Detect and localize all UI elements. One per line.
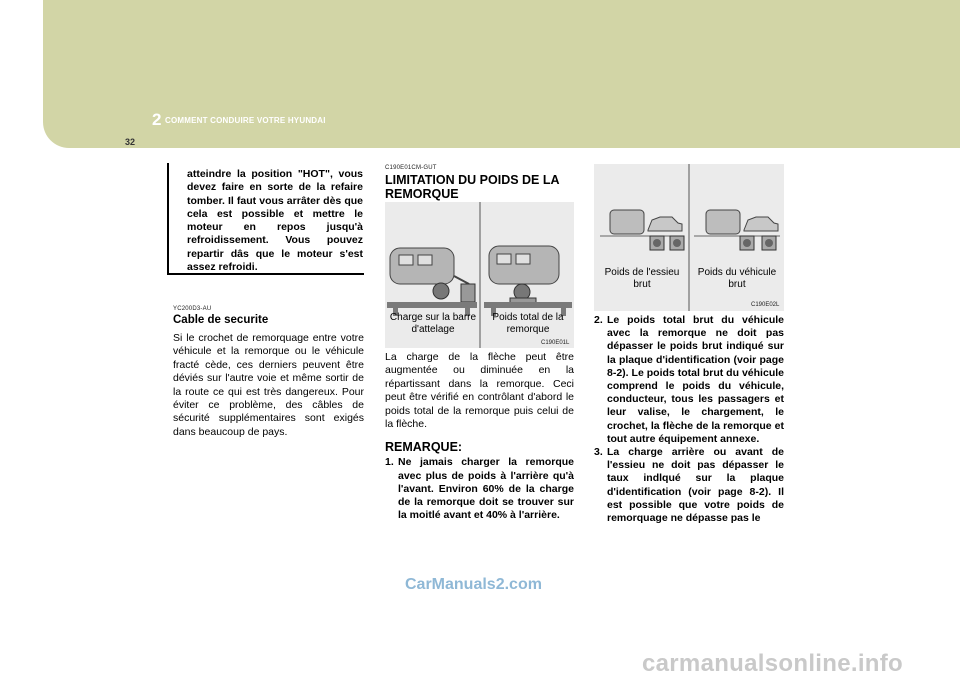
remark-item-3-text: La charge arrière ou avant de l'essieu ne doit pas dépasser le taux indlqué sur la plaque d'identification (voir page 8-2). Il est possible que votre poids de remorquage ne dépasse pas le: [607, 446, 784, 525]
figure-label-vehicle-weight: Poids du véhicule brut: [697, 267, 777, 290]
remark-item-2: [594, 314, 784, 446]
limit-section-heading: LIMITATION DU POIDS DE LA REMORQUE: [385, 173, 560, 201]
right-section-content: [594, 314, 784, 525]
remark-item-1: [385, 456, 574, 522]
cable-section: [173, 306, 364, 439]
figure-label-tongue-load: Charge sur la barre d'attelage: [389, 312, 477, 335]
cable-section-code: YC200D3-AU: [173, 306, 212, 312]
limit-section-content: [385, 346, 574, 522]
chapter-title: COMMENT CONDUIRE VOTRE HYUNDAI: [165, 116, 326, 125]
remark-item-3: [594, 446, 784, 525]
limit-section-code: C190E01CM-GUT: [385, 165, 437, 171]
figure-label-trailer-weight: Poids total de la remorque: [492, 312, 564, 335]
cable-section-heading: Cable de securite: [173, 314, 269, 326]
watermark-footer: carmanualsonline.info: [642, 650, 904, 677]
cable-section-body: Si le crochet de remorquage entre votre véhicule et la remorque ou le véhicule fracté cède, ces derniers peuvent être déviés sur l'autre voie et même sortir de la route ce qui est très dangereux. Pour éviter ce problème, des câbles de sécurité supplémentaires sont exigés dans beaucoup de pays.: [173, 332, 364, 438]
figure-code: C190E01L: [541, 340, 570, 346]
limit-section-body: La charge de la flèche peut être augmentée ou diminuée en la répartissant dans la remorque. Ceci peut être vérifié en contrôlant d'abord le poids total de la remorque puis celui de la flèche.: [385, 351, 574, 431]
remark-item-2-number: 2.: [594, 314, 603, 326]
note-box-text: atteindre la position "HOT", vous devez faire en sorte de la refaire tomber. Il faut vous arrâter dès que cela est possible et mettre le moteur en repos jusqu'à refroidissement. Vous pouvez repartir dâs que le moteur s'est assez refroidi.: [187, 168, 363, 274]
remark-item-1-text: Ne jamais charger la remorque avec plus de poids à l'arrière qu'à l'avant. Environ 60% de la charge de la remorque doit se trouver sur la moitlé avant et 40% à l'arrière.: [398, 456, 574, 522]
trailer-weight-figure: [385, 202, 574, 348]
watermark-carmanuals: CarManuals2.com: [405, 576, 542, 593]
page-number: 32: [125, 137, 136, 147]
header-band: [43, 0, 960, 148]
remark-item-1-number: 1.: [385, 456, 394, 469]
figure-label-axle-weight: Poids de l'essieu brut: [604, 267, 680, 290]
limit-section-header: [385, 165, 574, 201]
remark-item-3-number: 3.: [594, 446, 603, 459]
vehicle-weight-figure: [594, 164, 784, 311]
figure-code-2: C190E02L: [751, 302, 780, 308]
remark-heading: REMARQUE:: [385, 440, 463, 455]
chapter-number: 2: [152, 110, 162, 129]
remark-item-2-text: Le poids total brut du véhicule avec la remorque ne doit pas dépasser le poids brut indiqué sur la plaque d'identification (voir page 8-2). Le poids total brut du véhicule comprend le poids du véhicule, conducteur, tous les passagers et leur valise, le chargement, le crochet, la flèche de la remorque et tout autre équipement annexe.: [607, 314, 784, 445]
